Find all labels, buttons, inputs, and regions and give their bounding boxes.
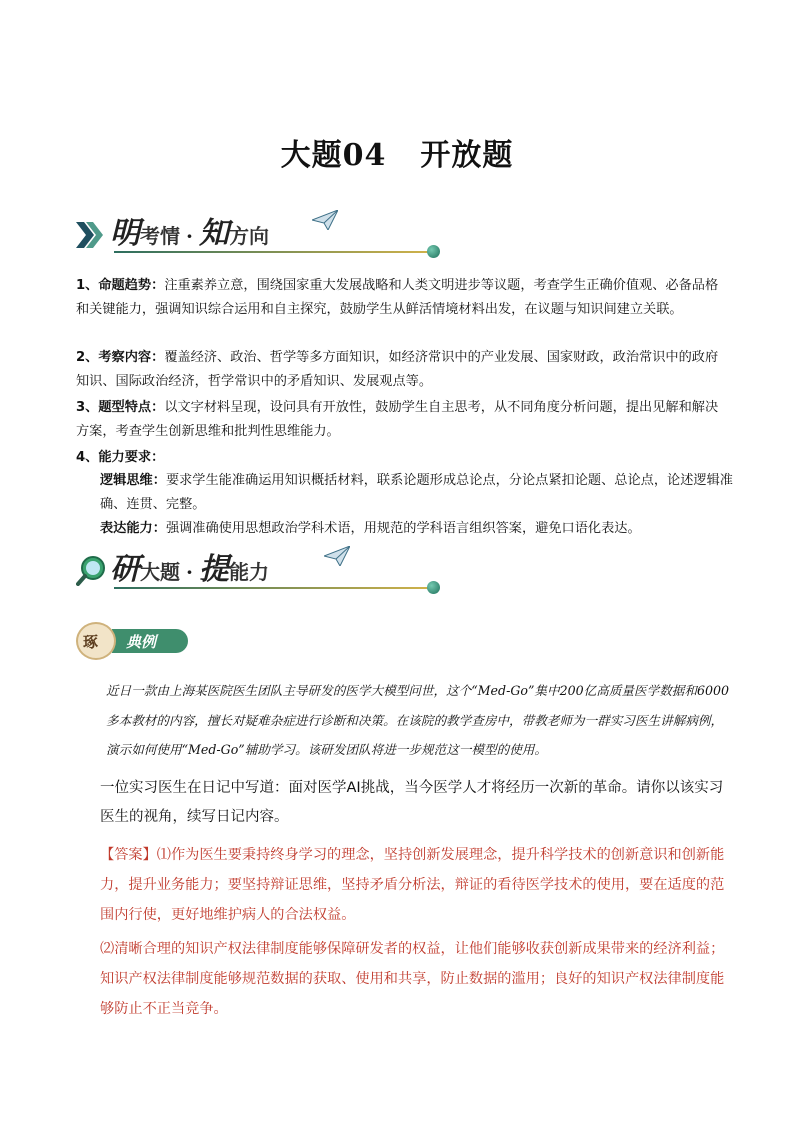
section-dot-icon (427, 245, 440, 258)
page-title (0, 130, 794, 174)
section-2-title: 研大题 · 提能力 (110, 552, 269, 587)
title-right: 开放题 (420, 138, 514, 173)
example-seal-icon: 琢 (76, 622, 116, 660)
item-4-expression: 表达能力：强调准确使用思想政治学科术语，用规范的学科语言组织答案，避免口语化表达。 (100, 521, 641, 536)
section-header-1 (76, 206, 446, 262)
item-4: 4、能力要求： (76, 450, 165, 465)
answer-1: 【答案】⑴作为医生要秉持终身学习的理念，坚持创新发展理念，提升科学技术的创新意识和创新能力，提升业务能力；要坚持辩证思维，坚持矛盾分析法，辩证的看待医学技术的使用，要在适度的范围内行使，更好地维护病人的合法权益。 (100, 847, 725, 923)
section-dot-icon (427, 581, 440, 594)
title-left: 大题04 (280, 138, 387, 173)
paper-plane-icon (312, 210, 338, 230)
item-2: 2、考察内容：覆盖经济、政治、哲学等多方面知识，如经济常识中的产业发展、国家财政，政治常识中的政府知识、国际政治经济，哲学常识中的矛盾知识、发展观点等。 (76, 350, 719, 389)
magnifier-icon (76, 554, 108, 586)
question-text: 一位实习医生在日记中写道：面对医学AI挑战，当今医学人才将经历一次新的革命。请你以该实习医生的视角，续写日记内容。 (100, 780, 724, 825)
paper-plane-icon (324, 546, 350, 566)
section-underline (114, 587, 430, 589)
example-tag: 典例 (112, 629, 188, 653)
item-4-logic: 逻辑思维：要求学生能准确运用知识概括材料，联系论题形成总论点，分论点紧扣论题、总论点，论述逻辑准确、连贯、完整。 (100, 473, 733, 512)
item-3: 3、题型特点：以文字材料呈现，设问具有开放性，鼓励学生自主思考，从不同角度分析问题，提出见解和解决方案，考查学生创新思维和批判性思维能力。 (76, 400, 719, 439)
answer-2: ⑵清晰合理的知识产权法律制度能够保障研发者的权益，让他们能够收获创新成果带来的经济利益；知识产权法律制度能够规范数据的获取、使用和共享，防止数据的滥用；良好的知识产权法律制度能够防止不正当竞争。 (100, 941, 725, 1017)
section-header-2 (76, 542, 446, 598)
chevron-right-icon (76, 220, 104, 250)
example-badge (76, 622, 186, 660)
section-underline (114, 251, 430, 253)
item-1: 1、命题趋势：注重素养立意，围绕国家重大发展战略和人类文明进步等议题，考查学生正确价值观、必备品格和关键能力，强调知识综合运用和自主探究，鼓励学生从鲜活情境材料出发，在议题与知识间建立关联。 (76, 278, 719, 317)
section-1-title: 明考情 · 知方向 (110, 216, 269, 251)
material-text: 近日一款由上海某医院医生团队主导研发的医学大模型问世，这个“Med-Go”集中200亿高质量医学数据和6000多本教材的内容，擅长对疑难杂症进行诊断和决策。在该院的教学查房中，带教老师为一群实习医生讲解病例，演示如何使用“Med-Go”辅助学习。该研发团队将进一步规范这一模型的使用。 (106, 683, 730, 757)
